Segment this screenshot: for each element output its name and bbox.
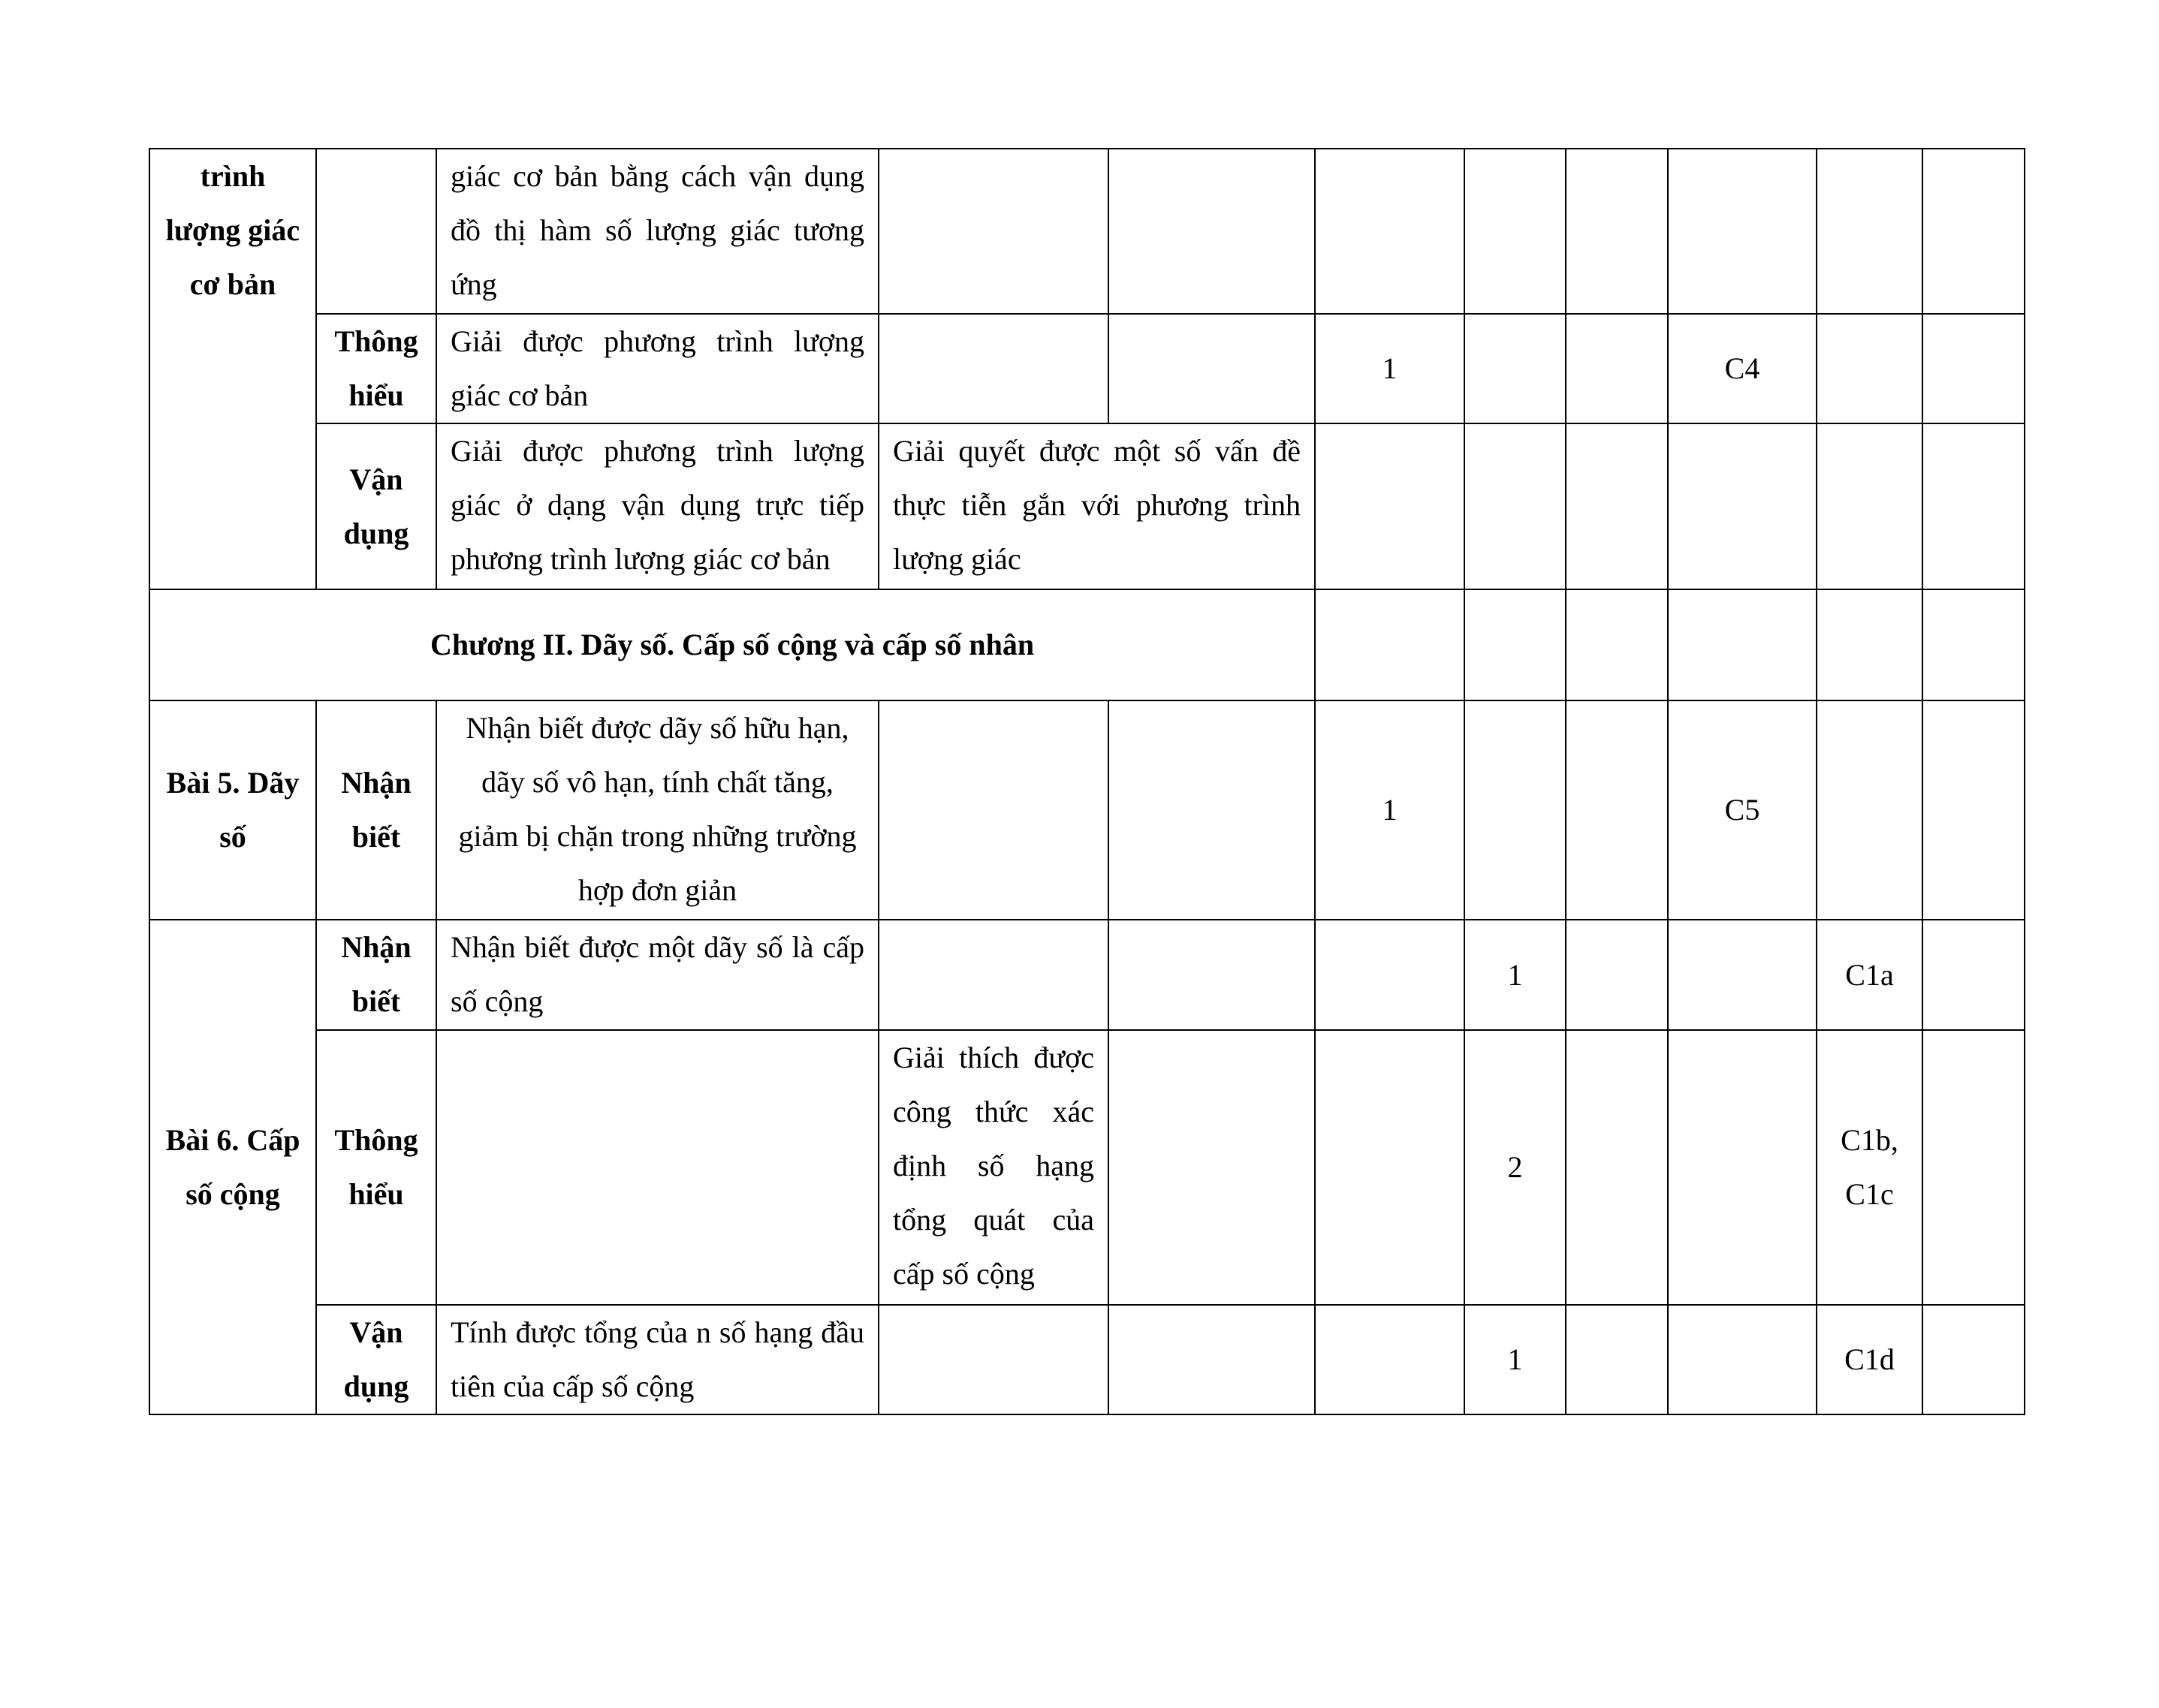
empty-cell	[1922, 314, 2025, 423]
question-count: 1	[1315, 700, 1464, 920]
empty-cell	[1817, 423, 1922, 589]
empty-cell	[1922, 920, 2025, 1030]
empty-cell	[1464, 149, 1566, 314]
lesson-cell: Bài 6. Cấp số cộng	[149, 920, 316, 1414]
requirement-cell	[436, 1030, 879, 1305]
requirement-cell: giác cơ bản bằng cách vận dụng đồ thị hàm số lượng giác tương ứng	[436, 149, 879, 314]
table-row	[149, 700, 2025, 920]
question-code: C1a	[1817, 920, 1922, 1030]
empty-cell	[1315, 1030, 1464, 1305]
question-count: 1	[1464, 920, 1566, 1030]
empty-cell	[1817, 314, 1922, 423]
empty-cell	[1108, 149, 1315, 314]
empty-cell	[1566, 589, 1668, 700]
empty-cell	[1922, 589, 2025, 700]
empty-cell	[1922, 149, 2025, 314]
question-code: C4	[1668, 314, 1817, 423]
level-cell: Vận dụng	[316, 423, 436, 589]
empty-cell	[1922, 1305, 2025, 1414]
empty-cell	[1315, 589, 1464, 700]
table-row	[149, 1030, 2025, 1305]
empty-cell	[1668, 1030, 1817, 1305]
table-row	[149, 314, 2025, 423]
empty-cell	[879, 149, 1108, 314]
table-row	[149, 149, 2025, 314]
level-cell: Nhận biết	[316, 920, 436, 1030]
empty-cell	[879, 700, 1108, 920]
empty-cell	[1668, 1305, 1817, 1414]
level-cell	[316, 149, 436, 314]
table-row	[149, 423, 2025, 589]
question-code: C1d	[1817, 1305, 1922, 1414]
question-code: C5	[1668, 700, 1817, 920]
requirement-cell: Giải được phương trình lượng giác cơ bản	[436, 314, 879, 423]
empty-cell	[1566, 1305, 1668, 1414]
level-cell: Vận dụng	[316, 1305, 436, 1414]
question-count: 1	[1464, 1305, 1566, 1414]
empty-cell	[1566, 423, 1668, 589]
empty-cell	[1464, 589, 1566, 700]
empty-cell	[1668, 149, 1817, 314]
empty-cell	[1566, 149, 1668, 314]
empty-cell	[1464, 700, 1566, 920]
empty-cell	[1315, 149, 1464, 314]
empty-cell	[1817, 700, 1922, 920]
empty-cell	[1464, 314, 1566, 423]
empty-cell	[1315, 920, 1464, 1030]
table-row	[149, 1305, 2025, 1414]
requirement-cell: Giải được phương trình lượng giác ở dạng vận dụng trực tiếp phương trình lượng giác cơ bản	[436, 423, 879, 589]
empty-cell	[1668, 589, 1817, 700]
requirement-cell: Nhận biết được dãy số hữu hạn, dãy số vô hạn, tính chất tăng, giảm bị chặn trong những trường hợp đơn giản	[436, 700, 879, 920]
empty-cell	[1566, 1030, 1668, 1305]
empty-cell	[1817, 149, 1922, 314]
empty-cell	[1566, 314, 1668, 423]
requirement-cell: Nhận biết được một dãy số là cấp số cộng	[436, 920, 879, 1030]
empty-cell	[1315, 423, 1464, 589]
table-row	[149, 589, 2025, 700]
empty-cell	[879, 314, 1108, 423]
empty-cell	[879, 1305, 1108, 1414]
empty-cell	[1922, 700, 2025, 920]
question-count: 1	[1315, 314, 1464, 423]
question-count: 2	[1464, 1030, 1566, 1305]
empty-cell	[1108, 1305, 1315, 1414]
requirement-cell-extended: Giải thích được công thức xác định số hạng tổng quát của cấp số cộng	[879, 1030, 1108, 1305]
empty-cell	[1566, 920, 1668, 1030]
empty-cell	[1817, 589, 1922, 700]
empty-cell	[1922, 423, 2025, 589]
lesson-cell: Bài 5. Dãy số	[149, 700, 316, 920]
requirement-cell-extended: Giải quyết được một số vấn đề thực tiễn gắn với phương trình lượng giác	[879, 423, 1315, 589]
empty-cell	[1108, 1030, 1315, 1305]
empty-cell	[1108, 920, 1315, 1030]
chapter-heading: Chương II. Dãy số. Cấp số cộng và cấp số nhân	[149, 589, 1315, 700]
table-row	[149, 920, 2025, 1030]
empty-cell	[1464, 423, 1566, 589]
empty-cell	[1315, 1305, 1464, 1414]
matrix-table	[149, 148, 2025, 1415]
level-cell: Nhận biết	[316, 700, 436, 920]
empty-cell	[1566, 700, 1668, 920]
lesson-cell: trình lượng giác cơ bản	[149, 149, 316, 589]
requirement-cell: Tính được tổng của n số hạng đầu tiên của cấp số cộng	[436, 1305, 879, 1414]
empty-cell	[879, 920, 1108, 1030]
level-cell: Thông hiểu	[316, 1030, 436, 1305]
question-code: C1b, C1c	[1817, 1030, 1922, 1305]
empty-cell	[1108, 314, 1315, 423]
empty-cell	[1668, 423, 1817, 589]
empty-cell	[1922, 1030, 2025, 1305]
level-cell: Thông hiểu	[316, 314, 436, 423]
empty-cell	[1668, 920, 1817, 1030]
empty-cell	[1108, 700, 1315, 920]
